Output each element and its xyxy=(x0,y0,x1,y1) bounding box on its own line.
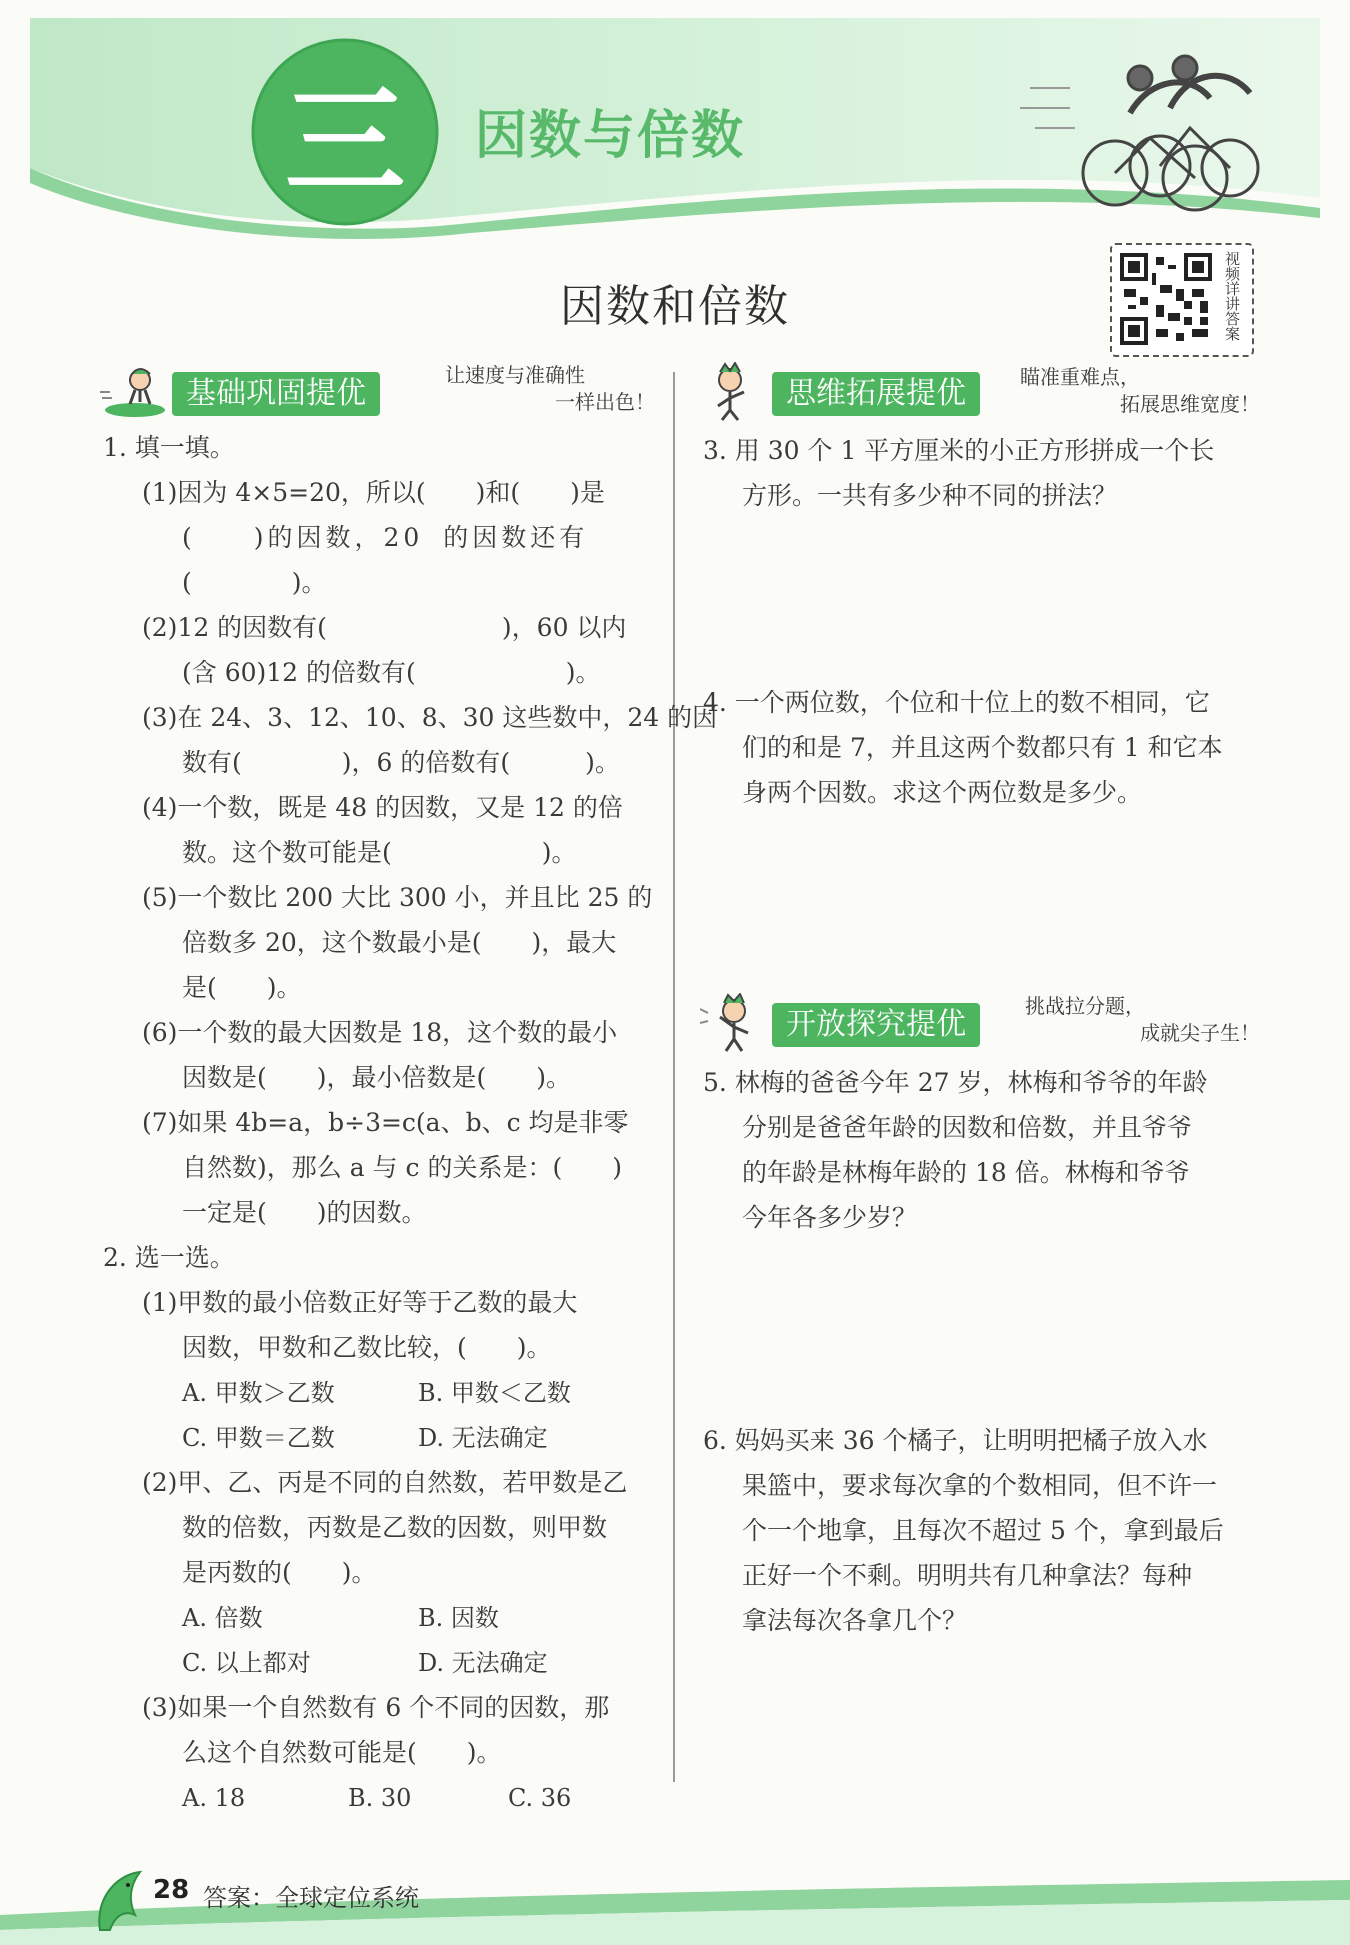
q4-line2: 们的和是 7，并且这两个数都只有 1 和它本 xyxy=(742,733,1223,762)
q4-line1: 4. 一个两位数，个位和十位上的数不相同，它 xyxy=(703,688,1210,717)
column-divider xyxy=(673,372,675,1782)
banner-slogan xyxy=(1020,364,1260,418)
q6-line4: 正好一个不剩。明明共有几种拿法？每种 xyxy=(742,1561,1193,1590)
q1-p4-line1: (4)一个数，既是 48 的因数，又是 12 的倍 xyxy=(142,793,623,822)
q5-line3: 的年龄是林梅年龄的 18 倍。林梅和爷爷 xyxy=(742,1158,1190,1187)
q1-p6-line2: 因数是( )，最小倍数是( )。 xyxy=(182,1063,572,1092)
q1-p1-line3: ( )。 xyxy=(182,568,327,597)
q5-line2: 分别是爸爸年龄的因数和倍数，并且爷爷 xyxy=(742,1113,1193,1142)
q2-p3-line1: (3)如果一个自然数有 6 个不同的因数，那 xyxy=(142,1693,610,1722)
qr-code[interactable] xyxy=(1110,243,1254,357)
q2-p1-line2: 因数，甲数和乙数比较，( )。 xyxy=(182,1333,552,1362)
slogan-line-1: 让速度与准确性 xyxy=(445,363,585,387)
q2-p1-line1: (1)甲数的最小倍数正好等于乙数的最大 xyxy=(142,1288,578,1317)
q6-line1: 6. 妈妈买来 36 个橘子，让明明把橘子放入水 xyxy=(703,1426,1208,1455)
banner-label: 开放探究提优 xyxy=(772,1003,980,1047)
banner-basic xyxy=(100,362,660,422)
section-title: 因数和倍数 xyxy=(560,281,790,332)
q1-p3-line2: 数有( )，6 的倍数有( )。 xyxy=(182,748,620,777)
q2-p3-option-b: B. 30 xyxy=(348,1784,412,1812)
q3-line2: 方形。一共有多少种不同的拼法？ xyxy=(742,481,1118,510)
q1-p7-line2: 自然数)，那么 a 与 c 的关系是：( ) xyxy=(182,1153,622,1182)
q1-p5-line1: (5)一个数比 200 大比 300 小，并且比 25 的 xyxy=(142,883,653,912)
chapter-number: 三 xyxy=(285,73,405,212)
q1-p1-line2: ( )的因数，20 的因数还有 xyxy=(182,523,589,552)
q1-p4-line2: 数。这个数可能是( )。 xyxy=(182,838,577,867)
q1-p5-line2: 倍数多 20，这个数最小是( )，最大 xyxy=(182,928,617,957)
q1-p7-line1: (7)如果 4b=a，b÷3=c(a、b、c 均是非零 xyxy=(142,1108,629,1137)
q2-p1-option-a: A. 甲数＞乙数 xyxy=(182,1379,335,1407)
banner-slogan xyxy=(445,362,655,416)
q5-line1: 5. 林梅的爸爸今年 27 岁，林梅和爷爷的年龄 xyxy=(703,1068,1208,1097)
q6-line2: 果篮中，要求每次拿的个数相同，但不许一 xyxy=(742,1471,1218,1500)
q1-p2-line2: (含 60)12 的倍数有( )。 xyxy=(182,658,601,687)
q2-p3-option-c: C. 36 xyxy=(508,1784,572,1812)
qr-caption: 视频详讲答案 xyxy=(1223,251,1241,341)
slogan-line-2: 拓展思维宽度！ xyxy=(1120,392,1260,416)
mascot-thinking-icon xyxy=(700,362,770,422)
q2-p2-line3: 是丙数的( )。 xyxy=(182,1558,377,1587)
q1-p1-line1: (1)因为 4×5=20，所以( )和( )是 xyxy=(142,478,605,507)
banner-extension xyxy=(700,362,1260,422)
q2-p1-option-d: D. 无法确定 xyxy=(418,1424,548,1452)
q2-p1-option-b: B. 甲数＜乙数 xyxy=(418,1379,571,1407)
slogan-line-2: 成就尖子生！ xyxy=(1140,1021,1260,1045)
q2-p2-option-a: A. 倍数 xyxy=(182,1604,263,1632)
q6-line3: 个一个地拿，且每次不超过 5 个，拿到最后 xyxy=(742,1516,1224,1545)
banner-slogan xyxy=(1025,993,1260,1047)
q5-line4: 今年各多少岁？ xyxy=(742,1203,918,1232)
q2-p3-option-a: A. 18 xyxy=(182,1784,246,1812)
q3-line1: 3. 用 30 个 1 平方厘米的小正方形拼成一个长 xyxy=(703,436,1215,465)
footer-answer-text: 答案：全球定位系统 xyxy=(203,1884,419,1912)
q2-p2-option-b: B. 因数 xyxy=(418,1604,499,1632)
q4-line3: 身两个因数。求这个两位数是多少。 xyxy=(742,778,1143,807)
q1-p6-line1: (6)一个数的最大因数是 18，这个数的最小 xyxy=(142,1018,618,1047)
chapter-title: 因数与倍数 xyxy=(475,106,746,166)
q1-p7-line3: 一定是( )的因数。 xyxy=(182,1198,427,1227)
chapter-header xyxy=(20,18,1330,248)
q2-p2-line2: 数的倍数，丙数是乙数的因数，则甲数 xyxy=(182,1513,608,1542)
qr-code-icon xyxy=(1120,253,1212,345)
q1-title: 1. 填一填。 xyxy=(103,433,235,462)
slogan-line-1: 瞄准重难点， xyxy=(1020,365,1140,389)
mascot-challenge-icon xyxy=(700,993,770,1053)
banner-label: 思维拓展提优 xyxy=(772,372,980,416)
banner-open-inquiry xyxy=(700,993,1260,1053)
q2-p2-line1: (2)甲、乙、丙是不同的自然数，若甲数是乙 xyxy=(142,1468,628,1497)
mascot-skateboard-icon xyxy=(100,362,170,422)
q2-p2-option-d: D. 无法确定 xyxy=(418,1649,548,1677)
q1-p5-line3: 是( )。 xyxy=(182,973,302,1002)
page-number: 28 xyxy=(153,1875,190,1905)
banner-label: 基础巩固提优 xyxy=(172,372,380,416)
slogan-line-2: 一样出色！ xyxy=(555,390,655,414)
q1-p2-line1: (2)12 的因数有( )，60 以内 xyxy=(142,613,627,642)
q2-p1-option-c: C. 甲数＝乙数 xyxy=(182,1424,335,1452)
slogan-line-1: 挑战拉分题， xyxy=(1025,994,1145,1018)
q2-p2-option-c: C. 以上都对 xyxy=(182,1649,311,1677)
q1-p3-line1: (3)在 24、3、12、10、8、30 这些数中，24 的因 xyxy=(142,703,718,732)
q2-p3-line2: 么这个自然数可能是( )。 xyxy=(182,1738,502,1767)
q6-line5: 拿法每次各拿几个？ xyxy=(742,1606,968,1635)
q2-title: 2. 选一选。 xyxy=(103,1243,235,1272)
